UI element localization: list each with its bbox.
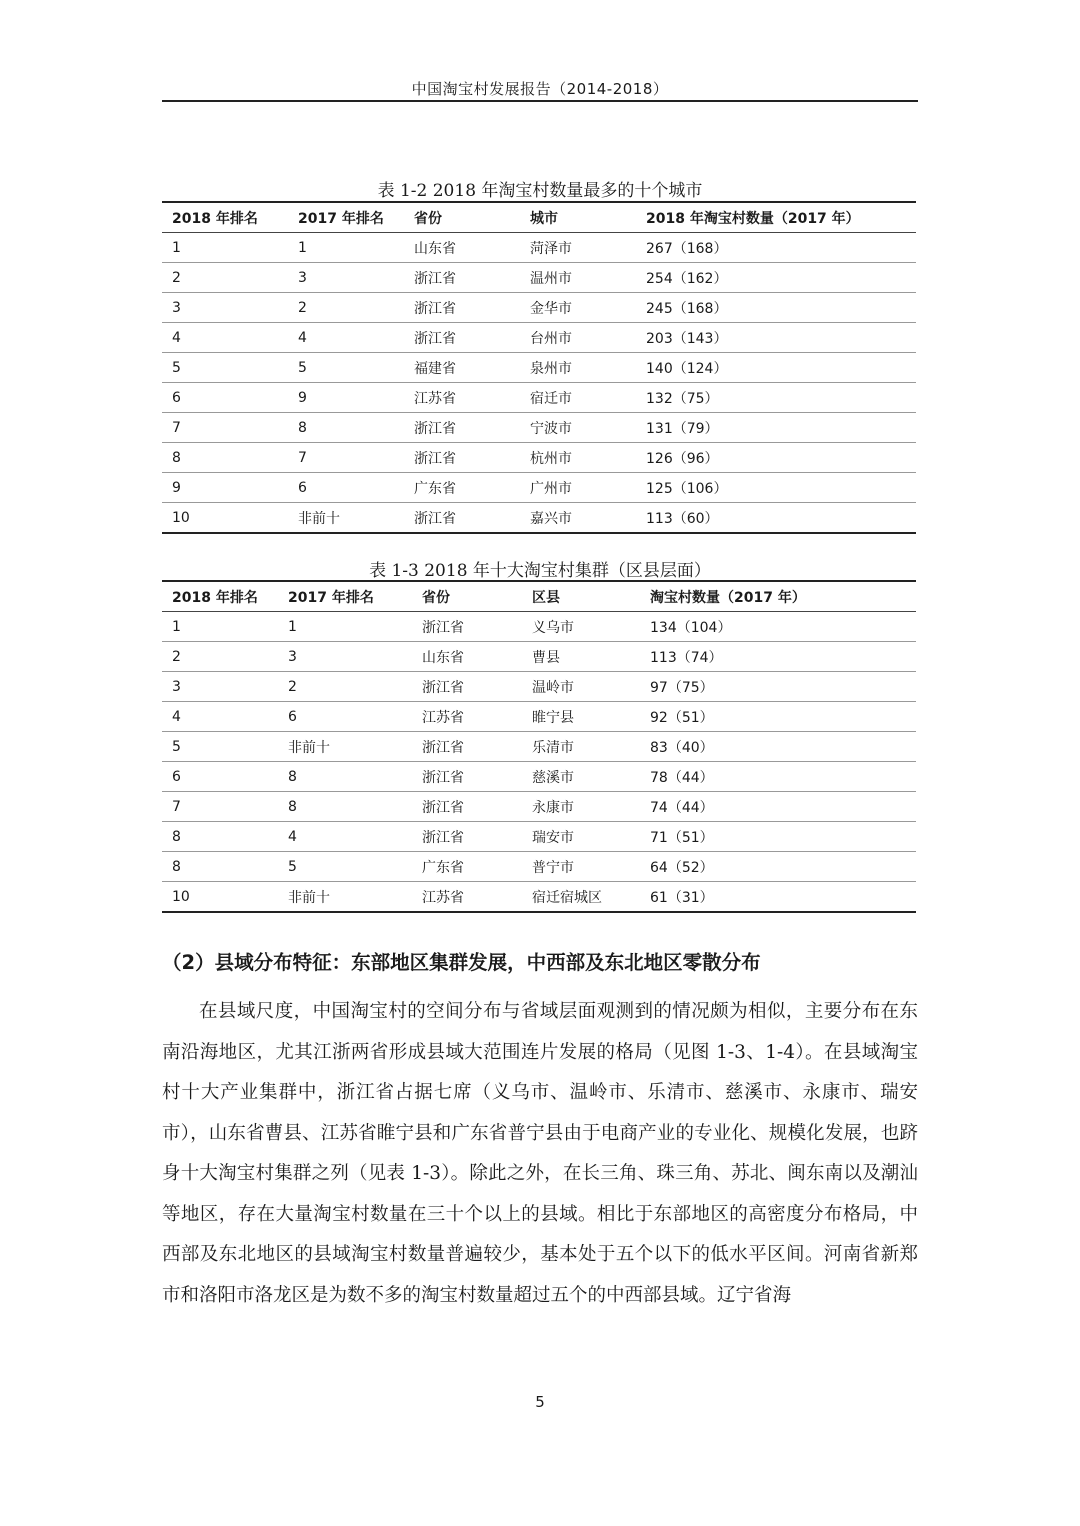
table-cell: 慈溪市 bbox=[522, 762, 640, 792]
table-cell: 江苏省 bbox=[412, 882, 522, 913]
table-cell: 4 bbox=[162, 323, 288, 353]
table-cell: 杭州市 bbox=[520, 443, 636, 473]
table-cell: 江苏省 bbox=[404, 383, 520, 413]
table-cell: 7 bbox=[162, 413, 288, 443]
page-number: 5 bbox=[535, 1393, 545, 1411]
table-cell: 曹县 bbox=[522, 642, 640, 672]
table-cell: 6 bbox=[162, 762, 278, 792]
table-cell: 广东省 bbox=[412, 852, 522, 882]
table-cell: 4 bbox=[288, 323, 404, 353]
table-cell: 浙江省 bbox=[404, 443, 520, 473]
table-cell: 9 bbox=[288, 383, 404, 413]
table-cell: 浙江省 bbox=[404, 263, 520, 293]
running-header: 中国淘宝村发展报告（2014-2018） bbox=[411, 80, 669, 98]
body-paragraph: 在县域尺度，中国淘宝村的空间分布与省域层面观测到的情况颇为相似，主要分布在东南沿海地区，尤其江浙两省形成县域大范围连片发展的格局（见图 1-3、1-4）。在县域淘宝村十大产业集群中，浙江省占据七席（义乌市、温岭市、乐清市、慈溪市、永康市、瑞安市），山东省曹县、江苏省睢宁县和广东省普宁县由于电商产业的专业化、规模化发展，也跻身十大淘宝村集群之列（见表 1-3）。除此之外，在长三角、珠三角、苏北、闽东南以及潮汕等地区，存在大量淘宝村数量在三十个以上的县域。相比于东部地区的高密度分布格局，中西部及东北地区的县域淘宝村数量普遍较少，基本处于五个以下的低水平区间。河南省新郑市和洛阳市洛龙区是为数不多的淘宝村数量超过五个的中西部县域。辽宁省海 bbox=[162, 1001, 918, 1306]
table-cell: 3 bbox=[162, 293, 288, 323]
column-header: 2018 年淘宝村数量（2017 年） bbox=[636, 202, 916, 233]
table-header-row bbox=[162, 581, 916, 612]
table-cell: 5 bbox=[162, 353, 288, 383]
table-cell: 嘉兴市 bbox=[520, 503, 636, 534]
table-cell: 2 bbox=[162, 642, 278, 672]
table-cell: 乐清市 bbox=[522, 732, 640, 762]
table-cell: 1 bbox=[278, 612, 412, 642]
table-row bbox=[162, 233, 916, 263]
table-row bbox=[162, 882, 916, 913]
table-cell: 3 bbox=[278, 642, 412, 672]
table-cell: 134（104） bbox=[640, 612, 916, 642]
table-row bbox=[162, 672, 916, 702]
table-cell: 4 bbox=[278, 822, 412, 852]
table-row bbox=[162, 473, 916, 503]
table-cell: 254（162） bbox=[636, 263, 916, 293]
table-cell: 113（74） bbox=[640, 642, 916, 672]
column-header: 2018 年排名 bbox=[162, 202, 288, 233]
table-cell: 山东省 bbox=[404, 233, 520, 263]
table-row bbox=[162, 792, 916, 822]
table-cell: 菏泽市 bbox=[520, 233, 636, 263]
table-row bbox=[162, 762, 916, 792]
table-cell: 8 bbox=[162, 822, 278, 852]
table-cell: 宿迁宿城区 bbox=[522, 882, 640, 913]
table-cell: 64（52） bbox=[640, 852, 916, 882]
table-cell: 8 bbox=[162, 443, 288, 473]
table-cell: 92（51） bbox=[640, 702, 916, 732]
table-cell: 61（31） bbox=[640, 882, 916, 913]
table-cell: 245（168） bbox=[636, 293, 916, 323]
table-cell: 6 bbox=[278, 702, 412, 732]
table-cell: 广州市 bbox=[520, 473, 636, 503]
table-cell: 温岭市 bbox=[522, 672, 640, 702]
section-heading: （2）县域分布特征：东部地区集群发展，中西部及东北地区零散分布 bbox=[162, 951, 761, 974]
table-cell: 5 bbox=[162, 732, 278, 762]
table-cell: 浙江省 bbox=[412, 732, 522, 762]
table-cell: 267（168） bbox=[636, 233, 916, 263]
table-cell: 1 bbox=[162, 612, 278, 642]
table-cell: 义乌市 bbox=[522, 612, 640, 642]
table-cell: 浙江省 bbox=[412, 762, 522, 792]
table-cell: 113（60） bbox=[636, 503, 916, 534]
table-cell: 永康市 bbox=[522, 792, 640, 822]
table-cell: 浙江省 bbox=[404, 503, 520, 534]
table-cell: 1 bbox=[288, 233, 404, 263]
table-cell: 普宁市 bbox=[522, 852, 640, 882]
column-header: 2017 年排名 bbox=[278, 581, 412, 612]
table-cell: 非前十 bbox=[278, 882, 412, 913]
table-row bbox=[162, 293, 916, 323]
table-cell: 浙江省 bbox=[404, 293, 520, 323]
table-cell: 浙江省 bbox=[404, 413, 520, 443]
table-cell: 4 bbox=[162, 702, 278, 732]
table-cell: 6 bbox=[288, 473, 404, 503]
table-cell: 8 bbox=[278, 762, 412, 792]
table-row bbox=[162, 323, 916, 353]
table-cell: 浙江省 bbox=[412, 822, 522, 852]
column-header: 区县 bbox=[522, 581, 640, 612]
table-cell: 71（51） bbox=[640, 822, 916, 852]
column-header: 2018 年排名 bbox=[162, 581, 278, 612]
table-cell: 8 bbox=[278, 792, 412, 822]
table-cell: 宁波市 bbox=[520, 413, 636, 443]
table-cell: 97（75） bbox=[640, 672, 916, 702]
table-cell: 3 bbox=[162, 672, 278, 702]
table-row bbox=[162, 732, 916, 762]
table-cell: 山东省 bbox=[412, 642, 522, 672]
table-cell: 金华市 bbox=[520, 293, 636, 323]
table-header-row bbox=[162, 202, 916, 233]
table1-caption: 表 1-2 2018 年淘宝村数量最多的十个城市 bbox=[377, 181, 703, 201]
table2-caption: 表 1-3 2018 年十大淘宝村集群（区县层面） bbox=[369, 561, 711, 581]
table-cell: 5 bbox=[288, 353, 404, 383]
table-cell: 浙江省 bbox=[404, 323, 520, 353]
table-cell: 非前十 bbox=[288, 503, 404, 534]
table-cell: 7 bbox=[288, 443, 404, 473]
table-cell: 126（96） bbox=[636, 443, 916, 473]
table-cell: 132（75） bbox=[636, 383, 916, 413]
table-row bbox=[162, 503, 916, 534]
table-row bbox=[162, 822, 916, 852]
table-cell: 10 bbox=[162, 882, 278, 913]
table-cell: 6 bbox=[162, 383, 288, 413]
table-row bbox=[162, 702, 916, 732]
table-cell: 8 bbox=[288, 413, 404, 443]
table-row bbox=[162, 852, 916, 882]
table-row bbox=[162, 443, 916, 473]
table-cell: 3 bbox=[288, 263, 404, 293]
table-row bbox=[162, 642, 916, 672]
table-cell: 非前十 bbox=[278, 732, 412, 762]
column-header: 淘宝村数量（2017 年） bbox=[640, 581, 916, 612]
table-cell: 7 bbox=[162, 792, 278, 822]
table-cell: 2 bbox=[162, 263, 288, 293]
table-cell: 131（79） bbox=[636, 413, 916, 443]
table-cell: 8 bbox=[162, 852, 278, 882]
table-cell: 5 bbox=[278, 852, 412, 882]
column-header: 2017 年排名 bbox=[288, 202, 404, 233]
column-header: 省份 bbox=[404, 202, 520, 233]
table2 bbox=[162, 580, 916, 913]
table-cell: 浙江省 bbox=[412, 612, 522, 642]
table-cell: 9 bbox=[162, 473, 288, 503]
table1 bbox=[162, 201, 916, 534]
table-cell: 台州市 bbox=[520, 323, 636, 353]
table-cell: 2 bbox=[288, 293, 404, 323]
table-cell: 泉州市 bbox=[520, 353, 636, 383]
table-row bbox=[162, 263, 916, 293]
table-cell: 83（40） bbox=[640, 732, 916, 762]
table-cell: 125（106） bbox=[636, 473, 916, 503]
table-cell: 浙江省 bbox=[412, 792, 522, 822]
table-cell: 2 bbox=[278, 672, 412, 702]
column-header: 省份 bbox=[412, 581, 522, 612]
table-cell: 140（124） bbox=[636, 353, 916, 383]
table-row bbox=[162, 383, 916, 413]
table-cell: 广东省 bbox=[404, 473, 520, 503]
table-cell: 温州市 bbox=[520, 263, 636, 293]
table-cell: 74（44） bbox=[640, 792, 916, 822]
table-cell: 福建省 bbox=[404, 353, 520, 383]
table-row bbox=[162, 413, 916, 443]
table-cell: 宿迁市 bbox=[520, 383, 636, 413]
column-header: 城市 bbox=[520, 202, 636, 233]
table-cell: 睢宁县 bbox=[522, 702, 640, 732]
table-cell: 78（44） bbox=[640, 762, 916, 792]
table-cell: 203（143） bbox=[636, 323, 916, 353]
table-cell: 10 bbox=[162, 503, 288, 534]
table-row bbox=[162, 353, 916, 383]
header-rule bbox=[162, 100, 918, 102]
table-cell: 浙江省 bbox=[412, 672, 522, 702]
table-row bbox=[162, 612, 916, 642]
table-cell: 江苏省 bbox=[412, 702, 522, 732]
table-cell: 1 bbox=[162, 233, 288, 263]
table-cell: 瑞安市 bbox=[522, 822, 640, 852]
